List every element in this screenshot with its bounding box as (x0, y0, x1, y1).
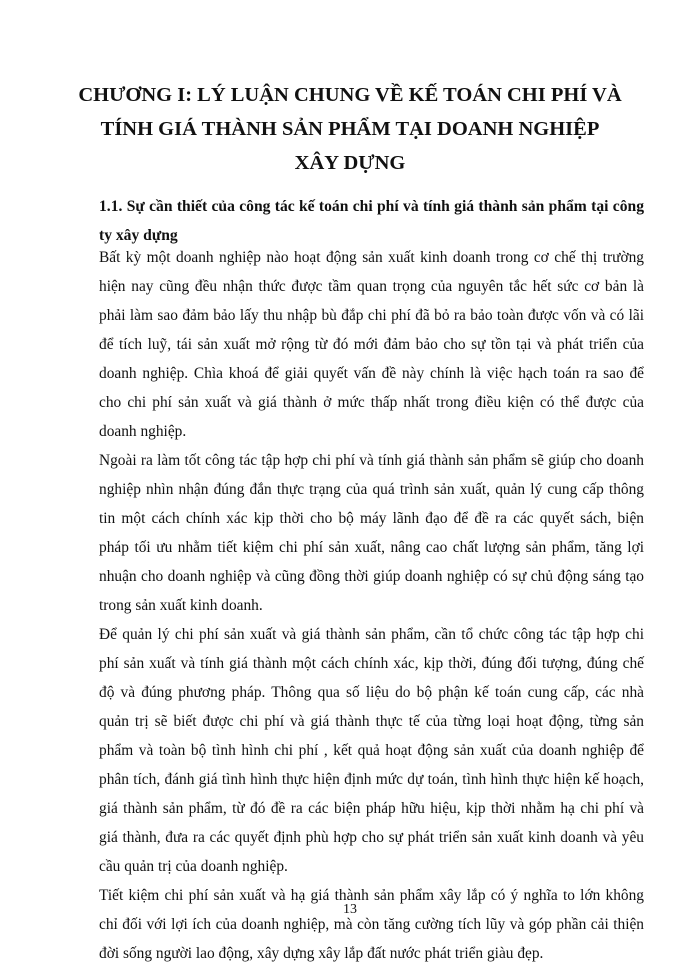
paragraph-line: hiện nay cũng đều nhận thức được tầm quan trọng của nguyên tắc hết sức cơ bản là (99, 278, 644, 295)
paragraph-line: đời sống người lao động, xây dựng xây lắp đất nước phát triển giàu đẹp. (99, 945, 544, 962)
chapter-title-line-2: TÍNH GIÁ THÀNH SẢN PHẨM TẠI DOANH NGHIỆP (100, 118, 600, 140)
paragraph-line: phẩm và toàn bộ tình hình chi phí , kết quả hoạt động sản xuất của doanh nghiệp để (99, 742, 644, 759)
paragraph-line: phải làm sao đảm bảo lấy thu nhập bù đắp chi phí đã bỏ ra bảo toàn được vốn và có lãi (99, 307, 644, 324)
paragraph-line: Ngoài ra làm tốt công tác tập hợp chi phí và tính giá thành sản phẩm sẽ giúp cho doanh (99, 452, 644, 469)
chapter-title-line-3: XÂY DỰNG (294, 152, 406, 174)
paragraph-line: Tiết kiệm chi phí sản xuất và hạ giá thành sản phẩm xây lắp có ý nghĩa to lớn không (99, 887, 644, 904)
paragraph-line: nghiệp nhìn nhận đúng đắn thực trạng của quá trình sản xuất, quản lý cung cấp thông (99, 481, 644, 498)
paragraph-1 (99, 243, 644, 446)
paragraph-line: giá thành, đưa ra các quyết định phù hợp cho sự phát triển sản xuất kinh doanh và yêu (99, 829, 644, 846)
paragraph-line: phân tích, đánh giá tình hình thực hiện định mức dự toán, tình hình thực hiện kế hoạch, (99, 771, 644, 788)
page-number: 13 (343, 902, 357, 917)
paragraph-3 (99, 620, 644, 881)
paragraph-4 (99, 881, 644, 968)
section-heading-line-2: ty xây dựng (99, 227, 178, 244)
section-heading-line-1: 1.1. Sự cần thiết của công tác kế toán chi phí và tính giá thành sản phẩm tại công (99, 198, 644, 215)
chapter-title (60, 78, 640, 180)
paragraph-line: trong sản xuất kinh doanh. (99, 597, 263, 614)
paragraph-line: độ và đúng phương pháp. Thông qua số liệu do bộ phận kế toán cung cấp, các nhà (99, 684, 644, 701)
paragraph-line: quản trị sẽ biết được chi phí và giá thành thực tế của từng loại hoạt động, từng sản (99, 713, 644, 730)
paragraph-line: doanh nghiệp. (99, 423, 187, 440)
paragraph-line: giá thành sản phẩm, từ đó đề ra các biện pháp hữu hiệu, kịp thời nhằm hạ chi phí và (99, 800, 644, 817)
paragraph-line: tin một cách chính xác kịp thời cho bộ máy lãnh đạo để đề ra các quyết sách, biện (99, 510, 644, 527)
paragraph-line: phí sản xuất và tính giá thành một cách chính xác, kịp thời, đúng đối tượng, đúng chế (99, 655, 644, 672)
paragraph-line: Để quản lý chi phí sản xuất và giá thành sản phẩm, cần tổ chức công tác tập hợp chi (99, 626, 644, 643)
chapter-title-line-1: CHƯƠNG I: LÝ LUẬN CHUNG VỀ KẾ TOÁN CHI PHÍ VÀ (78, 84, 622, 106)
paragraph-2 (99, 446, 644, 620)
paragraph-line: để tích luỹ, tái sản xuất mở rộng từ đó mới đảm bảo cho sự tồn tại và phát triển của (99, 336, 644, 353)
paragraph-line: Bất kỳ một doanh nghiệp nào hoạt động sản xuất kinh doanh trong cơ chế thị trường (99, 249, 644, 266)
paragraph-line: pháp tối ưu nhằm tiết kiệm chi phí sản xuất, nâng cao chất lượng sản phẩm, tăng lợi (99, 539, 644, 556)
paragraph-line: doanh nghiệp. Chìa khoá để giải quyết vấn đề này chính là việc hạch toán ra sao để (99, 365, 644, 382)
body-text (99, 243, 644, 968)
paragraph-line: cho chi phí sản xuất và giá thành ở mức thấp nhất trong điều kiện có thể được của (99, 394, 644, 411)
paragraph-line: cầu quản trị của doanh nghiệp. (99, 858, 288, 875)
paragraph-line: nhuận cho doanh nghiệp và cũng đồng thời giúp doanh nghiệp có sự chủ động sáng tạo (99, 568, 644, 585)
paragraph-line: chỉ đối với lợi ích của doanh nghiệp, mà còn tăng cường tích lũy và góp phần cải thiện (99, 916, 644, 933)
